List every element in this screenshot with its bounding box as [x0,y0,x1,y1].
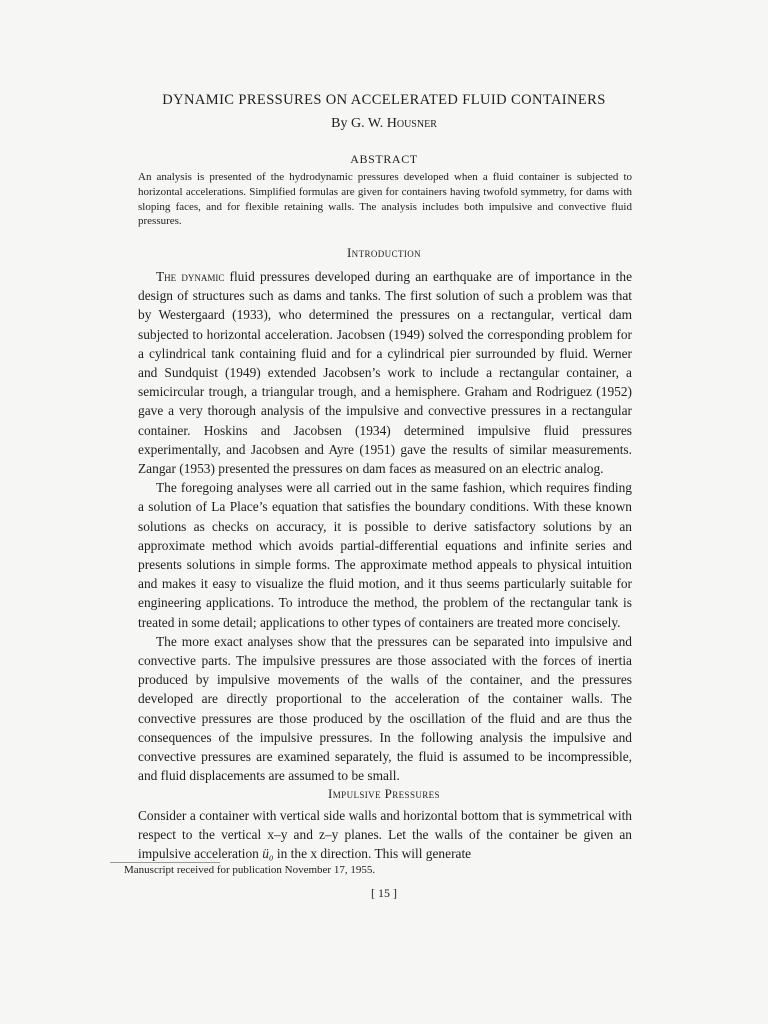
byline-prefix: By G. W. [331,116,387,131]
intro-paragraph-1-text: fluid pressures developed during an earthquake are of importance in the design of structures such as dams and tanks. The first solution of such a problem was that by Westergaard (1933), who determined the pressures on a rectangular, vertical dam subjected to horizontal acceleration. Jacobsen (1949) solved the corresponding problem for a cylindrical tank containing fluid and for a cylindrical pier surrounded by fluid. Werner and Sundquist (1949) extended Jacobsen’s work to include a rectangular container, a semicircular trough, a triangular trough, and a hemisphere. Graham and Rodriguez (1952) gave a very thorough analysis of the impulsive and convective pressures in a rectangular container. Hoskins and Jacobsen (1934) determined impulsive fluid pressures experimentally, and Jacobsen and Ayre (1951) gave the results of similar measurements. Zangar (1953) presented the pressures on dam faces as measured on an electric analog. [138,269,633,477]
paper-title: DYNAMIC PRESSURES ON ACCELERATED FLUID CONTAINERS [162,92,606,108]
abstract-text: An analysis is presented of the hydrodynamic pressures developed when a fluid container is subjected to horizontal accelerations. Simplified formulas are given for containers having twofold symmetry, for dams with sloping faces, and for flexible retaining walls. The analysis includes both impulsive and convective fluid pressures. [138,171,632,228]
introduction-body [138,267,632,785]
impulsive-paragraph-1 [138,806,632,864]
impulsive-paragraph-1-text-a: Consider a container with vertical side walls and horizontal bottom that is symmetrical with respect to the vertical x–y and z–y planes. Let the walls of the container be given an impulsive acceleration [138,808,632,862]
page-number: [ 15 ] [371,886,397,900]
section-heading-impulsive: Impulsive Pressures [328,786,440,801]
byline [0,116,768,132]
impulsive-paragraph-1-text-b: in the x direction. This will generate [273,846,472,862]
impulsive-body [138,806,632,864]
section-heading-introduction: Introduction [346,245,422,260]
intro-paragraph-3: The more exact analyses show that the pressures can be separated into impulsive and convective parts. The impulsive pressures are those associated with the forces of inertia produced by impulsive movements of the walls of the container, and the pressures developed are directly proportional to the acceleration of the container walls. The convective pressures are those produced by the oscillation of the fluid and are thus the consequences of the impulsive pressures. In the following analysis the impulsive and convective pressures are examined separately, the fluid is assumed to be incompressible, and fluid displacements are assumed to be small. [138,633,632,784]
intro-lead-words: The dynamic [156,269,225,284]
intro-paragraph-2: The foregoing analyses were all carried out in the same fashion, which requires finding a solution of La Place’s equation that satisfies the boundary conditions. With these known solutions as checks on accuracy, it is possible to derive satisfactory solutions by an approximate method which avoids partial-differential equations and infinite series and presents solutions in simple forms. The approximate method appeals to physical intuition and makes it easy to visualize the fluid motion, and it thus seems particularly suitable for engineering applications. To introduce the method, the problem of the rectangular tank is treated in some detail; applications to other types of containers are treated more concisely. [138,480,632,630]
acceleration-symbol: ü₀ [262,846,274,862]
footnote: Manuscript received for publication November 17, 1955. [124,864,376,876]
abstract-heading: ABSTRACT [350,152,418,166]
author-name: Housner [386,116,437,131]
intro-paragraph-1 [138,267,632,478]
footnote-divider [110,862,220,863]
